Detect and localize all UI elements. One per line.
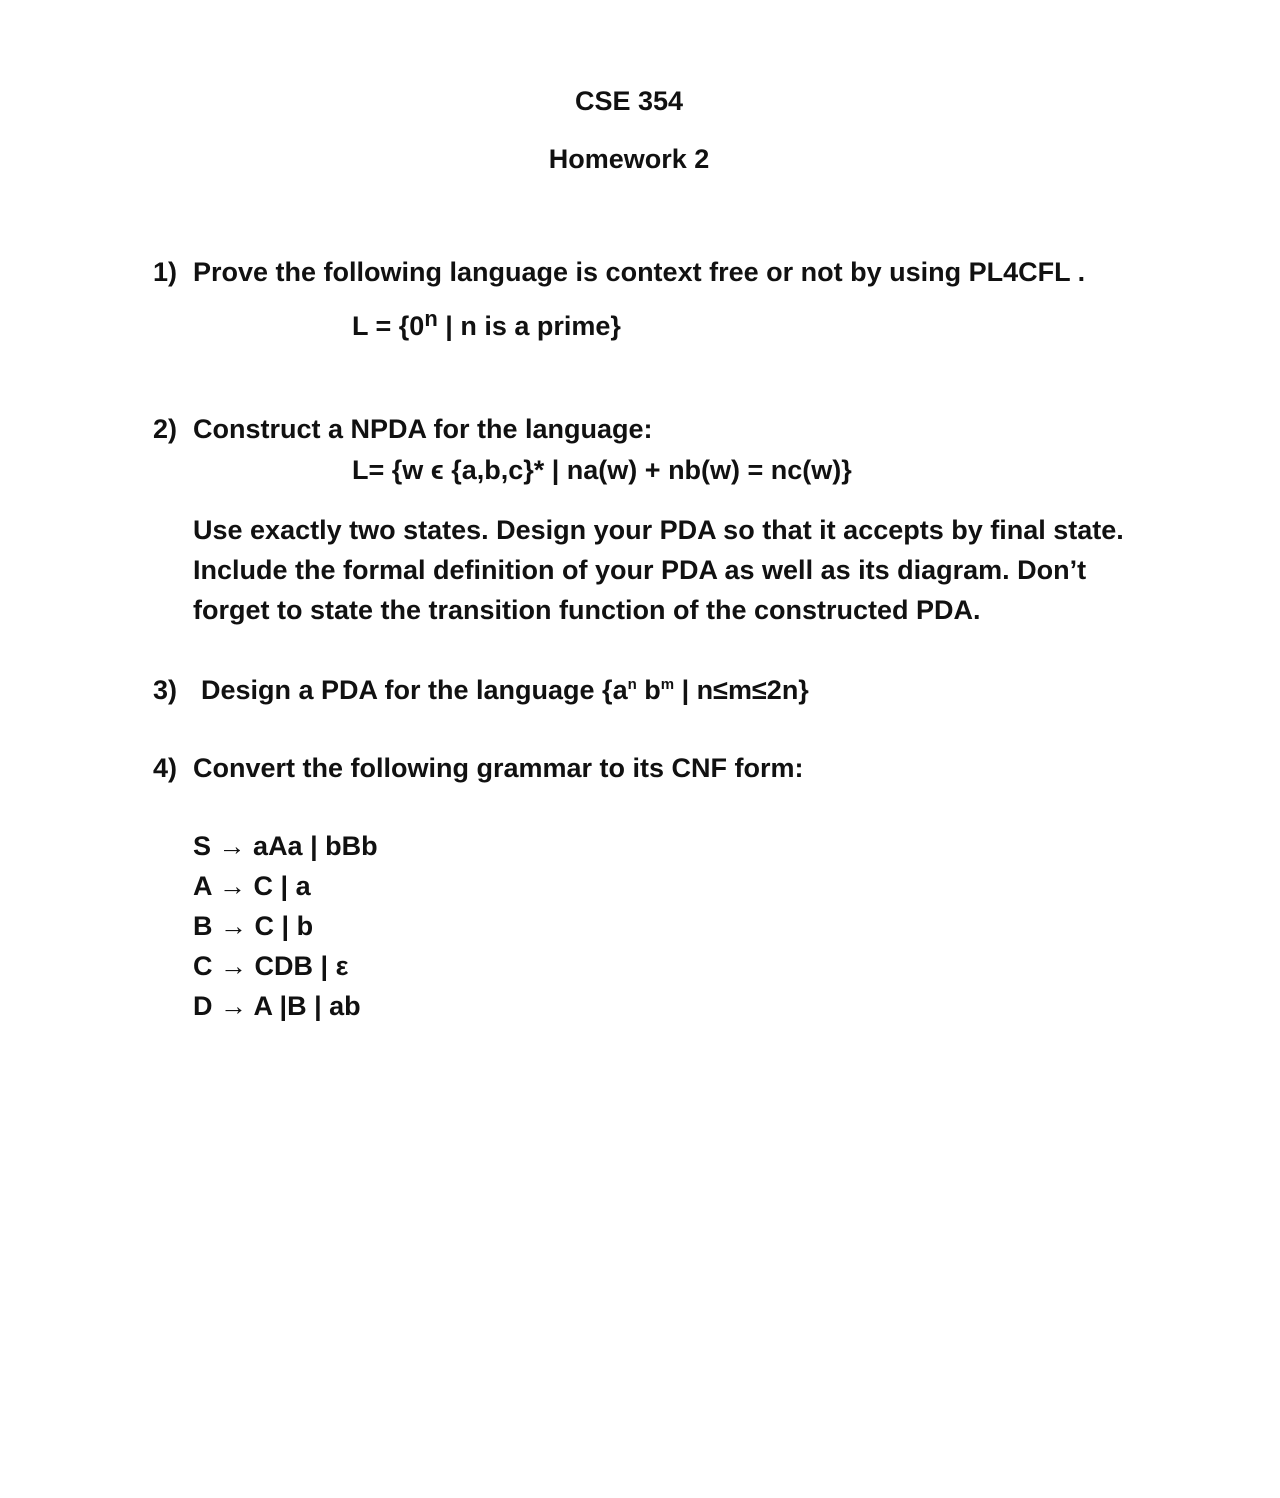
right-arrow-icon: →	[218, 831, 246, 861]
paragraph-line: Include the formal definition of your PDA as well as its diagram. Don’t	[193, 555, 1087, 585]
question-1-number: 1)	[153, 257, 178, 287]
paragraph-line: Use exactly two states. Design your PDA so that it accepts by final state.	[193, 515, 1124, 545]
rule-lhs: C	[193, 951, 213, 981]
q3-superscript-m: m	[660, 676, 675, 693]
grammar-rule	[193, 986, 378, 1026]
question-2-formula: L= {w ϵ {a,b,c}* | na(w) + nb(w) = nc(w)}	[352, 455, 852, 485]
formula-start: L = {0	[352, 311, 425, 341]
right-arrow-icon: →	[220, 951, 248, 981]
grammar-rules	[193, 826, 378, 1026]
q3-superscript-n: n	[627, 676, 637, 693]
rule-lhs: D	[193, 991, 213, 1021]
grammar-rule	[193, 866, 378, 906]
rule-rhs: A |B | ab	[253, 991, 361, 1021]
grammar-rule	[193, 826, 378, 866]
question-4-text: Convert the following grammar to its CNF form:	[193, 753, 804, 783]
q3-text-start: Design a PDA for the language {a	[201, 675, 628, 705]
course-title: CSE 354	[574, 86, 684, 116]
question-2-text: Construct a NPDA for the language:	[193, 414, 653, 444]
rule-rhs: C | a	[253, 871, 311, 901]
rule-rhs: CDB | ε	[254, 951, 349, 981]
question-1-formula	[352, 306, 621, 342]
right-arrow-icon: →	[220, 991, 248, 1021]
rule-rhs: aAa | bBb	[253, 831, 378, 861]
q3-text-end: | n≤m≤2n}	[674, 675, 809, 705]
q3-text-mid: b	[636, 675, 661, 705]
grammar-rule	[193, 946, 378, 986]
rule-rhs: C | b	[254, 911, 314, 941]
question-2-number: 2)	[153, 414, 178, 444]
grammar-rule	[193, 906, 378, 946]
assignment-title: Homework 2	[548, 144, 710, 174]
paragraph-line: forget to state the transition function of the constructed PDA.	[193, 595, 981, 625]
question-4-number: 4)	[153, 753, 178, 783]
rule-lhs: S	[193, 831, 212, 861]
right-arrow-icon: →	[220, 911, 248, 941]
formula-end: | n is a prime}	[437, 311, 621, 341]
rule-lhs: A	[193, 871, 212, 901]
question-3-text	[201, 675, 809, 706]
question-3-number: 3)	[153, 675, 178, 705]
rule-lhs: B	[193, 911, 213, 941]
question-1-text: Prove the following language is context free or not by using PL4CFL .	[193, 257, 1086, 287]
right-arrow-icon: →	[219, 871, 247, 901]
formula-superscript-n: n	[424, 306, 438, 331]
question-2-paragraph	[193, 510, 1153, 630]
